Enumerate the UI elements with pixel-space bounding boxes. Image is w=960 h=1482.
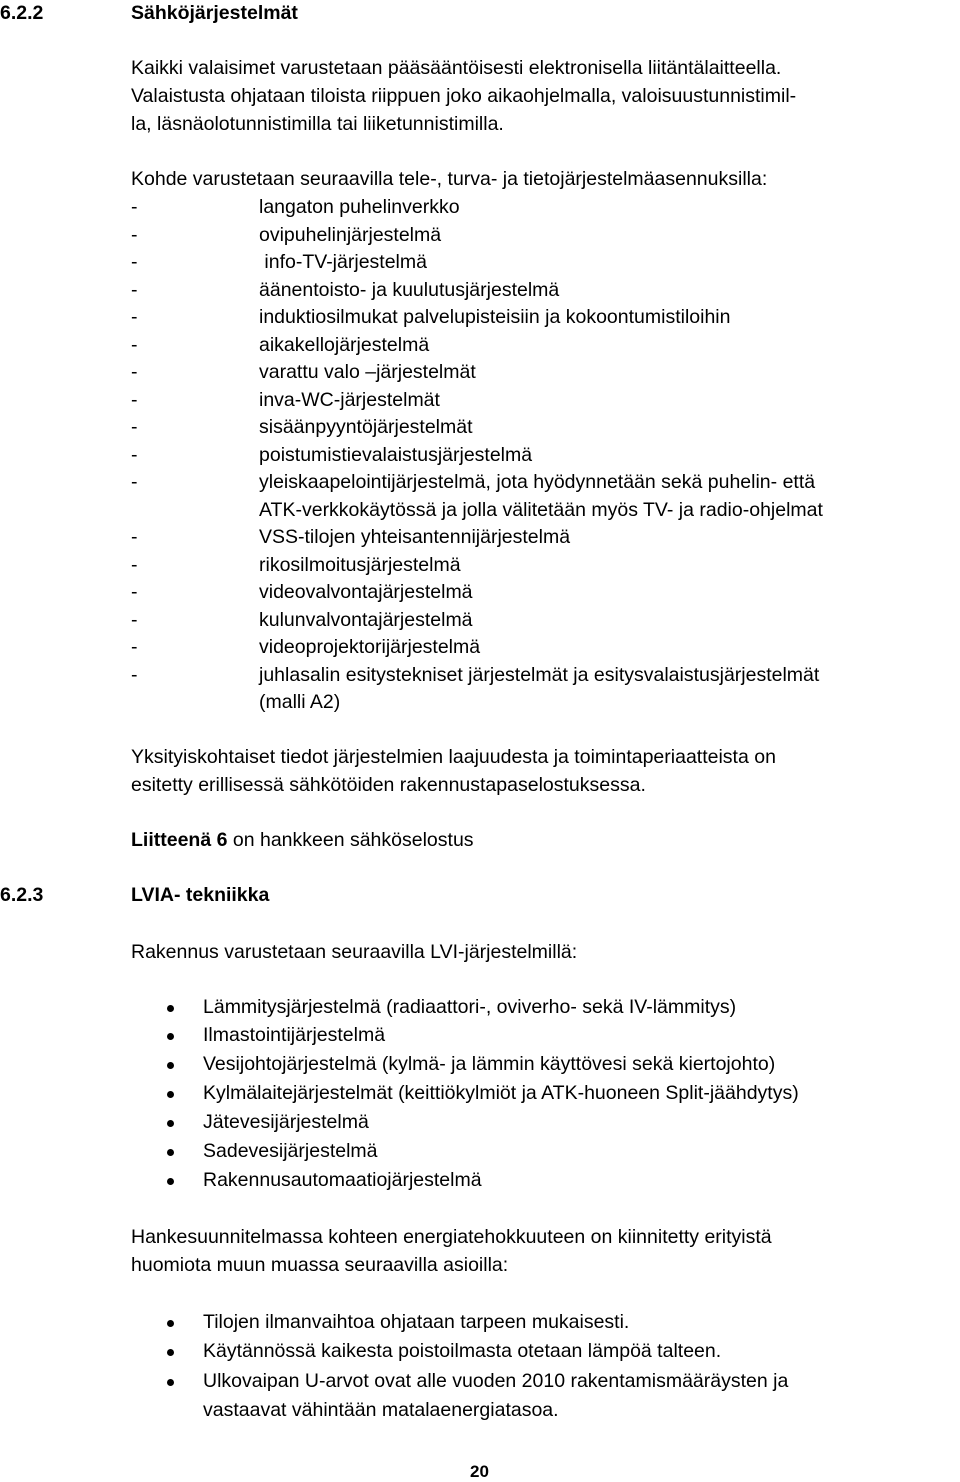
dash-marker: -: [131, 444, 138, 466]
list-item-text: Ulkovaipan U-arvot ovat alle vuoden 2010 rakentamismääräysten ja: [203, 1370, 789, 1392]
detail-line: Yksityiskohtaiset tiedot järjestelmien laajuudesta ja toimintaperiaatteista on: [131, 746, 776, 768]
bullet-icon: [167, 1379, 174, 1386]
dash-marker: -: [131, 416, 138, 438]
list-item-text: info-TV-järjestelmä: [259, 251, 427, 273]
bullet-icon: [167, 1149, 174, 1156]
dash-marker: -: [131, 361, 138, 383]
dash-marker: -: [131, 471, 138, 493]
dash-marker: -: [131, 636, 138, 658]
list-item-text: Lämmitysjärjestelmä (radiaattori-, oviverho- sekä IV-lämmitys): [203, 996, 737, 1018]
section-number-622: 6.2.2: [0, 2, 44, 24]
list-item-text: vastaavat vähintään matalaenergiatasoa.: [203, 1399, 559, 1421]
list-item-text: ATK-verkkokäytössä ja jolla välitetään myös TV- ja radio-ohjelmat: [259, 499, 823, 521]
list-item-text: induktiosilmukat palvelupisteisiin ja kokoontumistiloihin: [259, 306, 731, 328]
list-item-text: videovalvontajärjestelmä: [259, 581, 473, 603]
intro-line: Valaistusta ohjataan tiloista riippuen joko aikaohjelmalla, valoisuustunnistimil-: [131, 85, 797, 107]
list-item-text: Kylmälaitejärjestelmät (keittiökylmiöt ja ATK-huoneen Split-jäähdytys): [203, 1082, 799, 1104]
section-title-622: Sähköjärjestelmät: [131, 2, 298, 24]
list-item-text: äänentoisto- ja kuulutusjärjestelmä: [259, 279, 560, 301]
list-item-text: aikakellojärjestelmä: [259, 334, 430, 356]
list-item-text: Jätevesijärjestelmä: [203, 1111, 369, 1133]
dash-marker: -: [131, 581, 138, 603]
bullet-icon: [167, 1033, 174, 1040]
dash-marker: -: [131, 196, 138, 218]
lvi-intro: Rakennus varustetaan seuraavilla LVI-järjestelmillä:: [131, 941, 578, 963]
list-item-text: Tilojen ilmanvaihtoa ohjataan tarpeen mukaisesti.: [203, 1311, 630, 1333]
list-item-text: inva-WC-järjestelmät: [259, 389, 440, 411]
list-item-text: yleiskaapelointijärjestelmä, jota hyödynnetään sekä puhelin- että: [259, 471, 816, 493]
bullet-icon: [167, 1120, 174, 1127]
list-item-text: (malli A2): [259, 691, 341, 713]
list-item-text: rikosilmoitusjärjestelmä: [259, 554, 461, 576]
dash-marker: -: [131, 389, 138, 411]
list-item-text: kulunvalvontajärjestelmä: [259, 609, 473, 631]
bullet-icon: [167, 1062, 174, 1069]
dash-marker: -: [131, 334, 138, 356]
list-item-text: VSS-tilojen yhteisantennijärjestelmä: [259, 526, 571, 548]
list-item-text: Rakennusautomaatiojärjestelmä: [203, 1169, 482, 1191]
dash-marker: -: [131, 224, 138, 246]
dash-marker: -: [131, 279, 138, 301]
bullet-icon: [167, 1091, 174, 1098]
systems-intro: Kohde varustetaan seuraavilla tele-, turva- ja tietojärjestelmäasennuksilla:: [131, 168, 768, 190]
energy-line: Hankesuunnitelmassa kohteen energiatehokkuuteen on kiinnitetty erityistä: [131, 1226, 772, 1248]
attachment-text: on hankkeen sähköselostus: [227, 829, 474, 851]
dash-marker: -: [131, 554, 138, 576]
attachment-label: Liitteenä 6: [131, 829, 228, 851]
list-item-text: varattu valo –järjestelmät: [259, 361, 476, 383]
bullet-icon: [167, 1178, 174, 1185]
list-item-text: juhlasalin esitystekniset järjestelmät ja esitysvalaistusjärjestelmät: [259, 664, 820, 686]
list-item-text: videoprojektorijärjestelmä: [259, 636, 481, 658]
dash-marker: -: [131, 526, 138, 548]
page-number: 20: [470, 1462, 489, 1481]
dash-marker: -: [131, 251, 138, 273]
list-item-text: Käytännössä kaikesta poistoilmasta otetaan lämpöä talteen.: [203, 1340, 722, 1362]
intro-line: Kaikki valaisimet varustetaan pääsääntöisesti elektronisella liitäntälaitteella.: [131, 57, 782, 79]
attachment-note: [131, 829, 474, 852]
list-item-text: ovipuhelinjärjestelmä: [259, 224, 442, 246]
bullet-icon: [167, 1320, 174, 1327]
list-item-text: Ilmastointijärjestelmä: [203, 1024, 386, 1046]
dash-marker: -: [131, 609, 138, 631]
dash-marker: -: [131, 306, 138, 328]
list-item-text: Vesijohtojärjestelmä (kylmä- ja lämmin käyttövesi sekä kiertojohto): [203, 1053, 776, 1075]
dash-marker: -: [131, 664, 138, 686]
detail-line: esitetty erillisessä sähkötöiden rakennustapaselostuksessa.: [131, 774, 646, 796]
energy-line: huomiota muun muassa seuraavilla asioilla:: [131, 1254, 509, 1276]
list-item-text: poistumistievalaistusjärjestelmä: [259, 444, 533, 466]
bullet-icon: [167, 1349, 174, 1356]
bullet-icon: [167, 1005, 174, 1012]
section-title-623: LVIA- tekniikka: [131, 884, 270, 906]
list-item-text: langaton puhelinverkko: [259, 196, 460, 218]
intro-line: la, läsnäolotunnistimilla tai liiketunnistimilla.: [131, 113, 504, 135]
section-number-623: 6.2.3: [0, 884, 44, 906]
list-item-text: sisäänpyyntöjärjestelmät: [259, 416, 473, 438]
list-item-text: Sadevesijärjestelmä: [203, 1140, 378, 1162]
